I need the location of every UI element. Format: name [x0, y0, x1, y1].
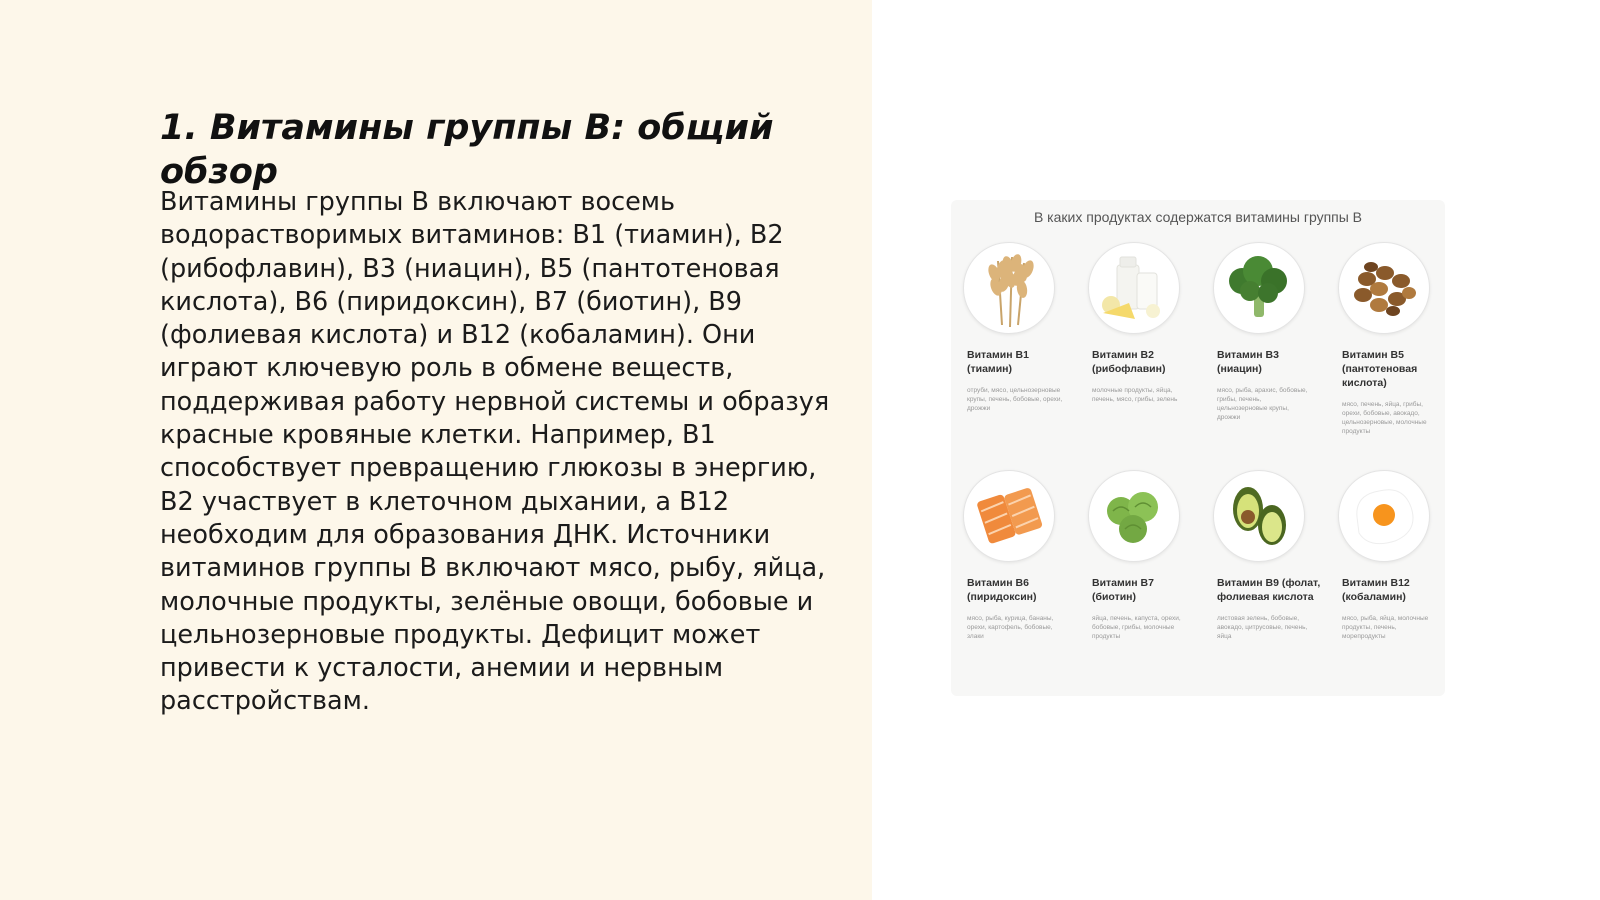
- vitamin-b3-desc: мясо, рыба, арахис, бобовые, грибы, печень, цельнозерновые крупы, дрожжи: [1217, 387, 1308, 421]
- vitamin-b3-name: Витамин В3 (ниацин): [1217, 349, 1279, 375]
- vitamin-b5-name: Витамин В5 (пантотеновая кислота): [1342, 349, 1418, 389]
- avocado-icon: [1213, 470, 1305, 562]
- vitamin-b5-desc: мясо, печень, яйца, грибы, орехи, бобовые, авокадо, цельнозерновые, молочные продукты: [1342, 401, 1427, 435]
- infographic-grid: [951, 200, 1445, 696]
- vitamin-b7-desc: яйца, печень, капуста, орехи, бобовые, грибы, молочные продукты: [1092, 615, 1181, 640]
- infographic-title: В каких продуктах содержатся витамины группы В: [1033, 209, 1363, 225]
- vitamin-b2-name: Витамин В2 (рибофлавин): [1092, 349, 1166, 375]
- nuts-icon: [1338, 242, 1430, 334]
- vitamin-b12-name: Витамин В12 (кобаламин): [1342, 577, 1410, 603]
- vitamin-b9-name: Витамин В9 (фолат, фолиевая кислота: [1217, 577, 1321, 603]
- vitamin-b1-name: Витамин В1 (тиамин): [967, 349, 1029, 375]
- dairy-icon: [1088, 242, 1180, 334]
- slide-body: Витамины группы B включают восемь водорастворимых витаминов: B1 (тиамин), B2 (рибофлавин), B3 (ниацин), B5 (пантотеновая кислота), B6 (пиридоксин), B7 (биотин), B9 (фолиевая кислота) и B12 (кобаламин). Они играют ключевую роль в обмене веществ, поддерживая работу нервной системы и образуя красные кровяные клетки. Например, B1 способствует превращению глюкозы в энергию, B2 участвует в клеточном дыхании, а B12 необходим для образования ДНК. Источники витаминов группы B включают мясо, рыбу, яйца, молочные продукты, зелёные овощи, бобовые и цельнозерновые продукты. Дефицит может привести к усталости, анемии и нервным расстройствам.: [160, 187, 830, 717]
- vitamin-b2-desc: молочные продукты, яйца, печень, мясо, грибы, зелень: [1092, 387, 1178, 403]
- salmon-icon: [963, 470, 1055, 562]
- slide-title: 1. Витамины группы B: общий обзор: [160, 108, 774, 192]
- vitamin-b1-desc: отруби, мясо, цельнозерновые крупы, печень, бобовые, орехи, дрожжи: [967, 387, 1063, 412]
- wheat-icon: [963, 242, 1055, 334]
- vitamin-b6-name: Витамин В6 (пиридоксин): [967, 577, 1037, 603]
- vitamin-b9-desc: листовая зелень, бобовые, авокадо, цитрусовые, печень, яйца: [1217, 615, 1308, 640]
- egg-icon: [1338, 470, 1430, 562]
- vitamin-b7-name: Витамин В7 (биотин): [1092, 577, 1154, 603]
- vitamin-b6-desc: мясо, рыба, курица, бананы, орехи, картофель, бобовые, злаки: [967, 615, 1054, 640]
- broccoli-icon: [1213, 242, 1305, 334]
- vitamin-b12-desc: мясо, рыба, яйца, молочные продукты, печень, морепродукты: [1342, 615, 1429, 640]
- brussels-sprouts-icon: [1088, 470, 1180, 562]
- vitamin-infographic: [951, 200, 1445, 696]
